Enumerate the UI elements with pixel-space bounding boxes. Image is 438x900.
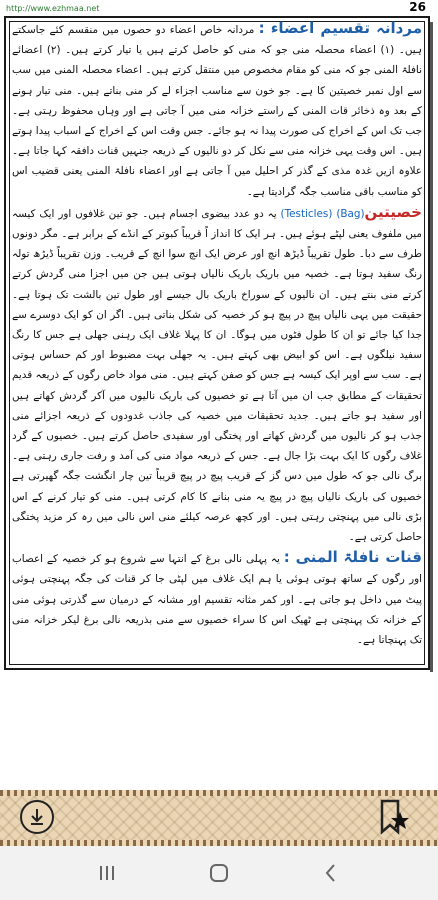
document-text [12,18,422,666]
heading-male-organs: مردانہ تقسیم اعضاء : [258,19,422,37]
bookmark-star-icon [376,798,410,836]
android-nav-bar [0,846,438,900]
paragraph-3-text: یہ پہلی نالی برغ کے انتہا سے شروع ہو کر خصیہ کے اعصاب اور رگوں کے ساتھ ہوتی ہوئی یا ہم ایک غلاف میں لپٹی جا کر قنات کی جگہ پہنچتی ہوئی پیٹ میں داخل ہو جاتی ہے۔ اور کمر مثانہ تقسیم اور مشانہ کے درمیان سے گذرتی ہوئی منی کے خزانہ تک پہنچتی ہے ٹھیک اس کا سراء خصیوں سے منی بذریعہ نالی برغ لیکر خزانہ منی تک پہنچاتا ہے۔ [12,553,422,647]
recent-apps-button[interactable] [92,860,122,886]
paragraph-1 [12,18,422,202]
paragraph-3 [12,547,422,650]
page-shadow [430,22,433,672]
source-url[interactable]: http://www.ezhmaa.net [6,4,100,13]
heading-testicles: خصیتین [364,202,422,221]
toolbar-pattern [0,796,438,840]
page-number: 26 [409,0,426,14]
heading-vas-deferens: قنات نافلۃ المنی : [283,548,422,567]
download-icon [22,802,52,832]
bookmark-button[interactable] [376,798,410,836]
paragraph-1-text: مردانہ خاص اعضاء دو حصوں میں منقسم کئے جاسکتے ہیں۔ (۱) اعضاء محصلہ منی جو کہ منی کو حاصل کرتے ہیں یا تیار کرتے ہیں۔ (۲) اعضائے نافلۃ المنی جو کہ منی کو مقام مخصوص میں منتقل کرتے ہیں۔ اعضاء محصلہ المنی میں سب سے اول نمبر خصیتین کا ہے۔ جو خون سے مناسب اجزاء لے کر منی بناتے ہیں۔ منی تیار ہونے کے بعد وہ ذخائر قات المنی کے راستے خزانہ منی میں آ جاتی ہے اور وہاں محفوظ رہتی ہے۔ جب تک اس کے اخراج کی صورت پیدا نہ ہو جائے۔ جس وقت اس کے اخراج کے اسباب پیدا ہوتے ہیں۔ اس وقت یہی خزانہ منی سے نکل کر دو نالیوں کے ذریعہ جنہیں قنات دافقہ کہا جاتا ہے۔ علاوہ ازیں غدہ مذی کے گذر کر احلیل میں آ جاتی ہے اور اعضاء نافلۃ المنی یعنی قضیب اس کو مناسب باقی مناسب جگہ گرادیتا ہے۔ [12,24,422,198]
back-button[interactable] [316,860,346,886]
home-button[interactable] [204,860,234,886]
home-icon [204,860,234,886]
reader-toolbar [0,790,438,846]
recent-apps-icon [92,860,122,886]
paragraph-2 [12,202,422,547]
download-button[interactable] [20,800,54,834]
paragraph-2-text: یہ دو عدد بیضوی اجسام ہیں۔ جو تین غلافوں اور ایک کیسہ میں ملفوف یعنی لپٹے ہوئے ہیں۔ ہر ایک کا انداز اً قریباً کبوتر کے انڈے کے برابر ہے۔ مگر دونوں طرف سے دبا۔ طول تقریباً ڈیڑھ انچ اور عرض ایک انچ سوا انچ کے قریب۔ وزن تقریباً ڈیڑھ تولہ رنگ سفید ہوتا ہے۔ خصیہ میں باریک باریک نالیاں ہوتی ہیں جن میں اجزا منی گردش کرتے کرتے منی بنتے ہیں۔ ان نالیوں کے سوراخ باریک بال جیسے اور طول تین بالشت تک ہوتا ہے۔ حقیقت میں یہی نالیاں پیچ در پیچ ہو کر خصیہ کی شکل بناتی ہیں۔ اگر ان کو ایک دوسرے سے جدا کیا جائے تو ان کا طول فٹوں میں ہوگا۔ ان کا پہلا غلاف ایک رہنی جھلی ہے جس کا رنگ سفید نیلگوں ہے۔ اس کو ابیض بھی کہتے ہیں۔ یہ جھلی بہت مضبوط اور کم حساس ہوتی ہے۔ سب سے اوپر ایک کیسہ ہے جس کو صفن کہتے ہیں۔ منی مواد خاص رگوں کے ذریعہ قدیم تحقیقات کے مطابق جب ان میں آتا ہے تو خصیوں کی باریک نالیوں میں آکر گردش کھاتے ہیں اور سفید ہو جاتے ہیں۔ جدید تحقیقات میں خصیہ کی جاذب غدودوں کے ذریعہ اجزائے منی جذب ہو کر نالیوں میں گردش کھاتے اور پختگی اور سفیدی حاصل کرتے ہیں۔ خصیوں کے گرد غلاف رگوں کا ایک بہت بڑا جال ہے۔ جس کے ذریعہ مواد منی کی آمد و رفت جاری رہتی ہے۔ برگ نالی جو کہ طول میں دس گز کے قریب پیچ در پیچ قریباً تین چار انگشت جگہ گھیرتی ہے خصیوں کی باریک نالیاں پیچ در پیچ یہ منی بنانے کا کام کرتی ہیں۔ منی کو تیار کرنے کے اس بڑی نالی میں پہنچتی رہتی ہیں۔ اور کچھ عرصہ کیلئے منی اس نالی میں رہ کر مزید پختگی حاصل کرتی ہے۔ [12,207,422,544]
bag-latin: (Bag) [336,207,365,220]
back-icon [316,860,346,886]
heading-testicles-latin: (Testicles) [280,207,333,220]
